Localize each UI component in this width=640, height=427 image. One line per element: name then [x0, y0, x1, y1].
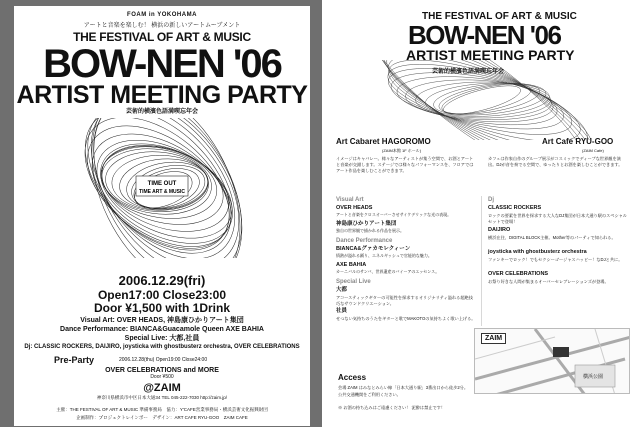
production-line: 企画制作：プロジェクトレインボー デザイン：ART CAFE RYU-GOO ZAIM CAFE: [76, 415, 248, 420]
venue: @ZAIM: [143, 382, 181, 394]
act-axe-bahia-desc: カーニバルのサンバ、世界遺産のバイーアのエッセンス。: [336, 269, 440, 274]
event-date: 2006.12.29(fri): [118, 273, 206, 288]
back-ring-stroke: [405, 76, 553, 123]
special-live-line: Special Live: 大都,社員: [124, 335, 200, 342]
dance-category: Dance Performance: [336, 238, 393, 244]
access-note: ※ お酒の持ち込みはご遠慮ください！ 泥酔は禁止です！: [338, 405, 446, 410]
back-bow-nen-title: BOW-NEN '06: [408, 20, 561, 50]
act-classic-rockers-desc: ロックの要素を世界を探求する大人なDJ集団が日本大通り駅のスペシャルセットで登場！: [488, 213, 627, 224]
cafe-subtitle: (ZAIM Cafe): [582, 148, 604, 153]
cabaret-title: Art Cabaret HAGOROMO: [336, 137, 431, 146]
jp-subtitle: 芸術的横濱色語満喫忘年会: [125, 109, 198, 115]
act-daijiro-desc: 横浜在住、DIGITAL BLOCK主催。Mother等のパーティで知られる。: [488, 235, 616, 240]
artist-meeting-party-title: ARTIST MEETING PARTY: [16, 81, 308, 109]
map-zaim-label: ZAIM: [481, 333, 506, 344]
back-festival-title: THE FESTIVAL OF ART & MUSIC: [422, 11, 577, 22]
access-line-2: 公共交通機関をご利用ください。: [338, 392, 401, 397]
back-ring-stroke: [432, 79, 547, 120]
act-daijiro: DAIJIRO: [488, 227, 511, 233]
act-classic-rockers: CLASSIC ROCKERS: [488, 205, 542, 211]
act-axe-bahia: AXE BAHIA: [336, 262, 367, 268]
act-shain-desc: せつない気持ちのうたをギターと歌でMAKOTOの気持ちよく歌い上げる。: [336, 316, 476, 321]
ring-artwork: [44, 118, 280, 258]
preparty-more: OVER CELEBRATIONS and MORE: [105, 367, 219, 374]
act-over-celebrations: OVER CELEBRATIONS: [488, 271, 549, 277]
act-daito-desc: アコースティックギターの可能性を探求するオリジナリティ溢れる超絶技巧なサウンドクリエーション。: [336, 295, 473, 306]
cabaret-description: イメージはキャバレー。様々なアーティストが集う空間で、お酒とアートと音楽が交錯します。ステージでは様々なパフォーマンスを、フロアではアート作品を楽しむことができます。: [336, 156, 474, 173]
back-amp-title: ARTIST MEETING PARTY: [406, 47, 575, 63]
door-price: Door ¥1,500 with 1Drink: [93, 301, 231, 315]
map-park-label: 横浜公園: [583, 374, 604, 380]
dance-line: Dance Performance: BIANCA&Guacamole Queen AXE BAHIA: [60, 326, 264, 333]
bow-nen-title: BOW-NEN '06: [43, 42, 281, 86]
act-over-heads-desc: アートと音楽をクロスオーバーさせサイケデリックな光の表現。: [336, 212, 452, 217]
special-live-category: Special Live: [336, 279, 371, 285]
access-line-1: 会場 ZAIM はみなとみらい線「日本大通り駅」3番出口から徒歩2分。: [338, 385, 469, 390]
cafe-description: カフェは作家自作のグループ展示がコスミックでディープな世界観を演出。DJが音を奏でる空間で、ゆったりとお酒を楽しむことができます。: [488, 156, 623, 167]
ring-text-2: TIME ART & MUSIC: [139, 189, 185, 195]
access-map: [474, 328, 630, 394]
visual-art-line: Visual Art: OVER HEADS, 神島康ひかりアート集団: [80, 317, 244, 324]
preparty-time: 2006.12.28(thu) Open19:00 Close24:00: [119, 357, 208, 363]
foam-label: FOAM in YOKOHAMA: [127, 12, 197, 18]
preparty-door: Door ¥500: [150, 374, 174, 380]
act-bianca: BIANCA&グァカモレクィーン: [336, 246, 411, 252]
act-shain: 社員: [336, 308, 348, 314]
access-heading: Access: [338, 373, 367, 382]
venue-address: 神奈川県横浜市中区日本大通34 TEL 045-222-7030 http://zaim.jp/: [96, 395, 228, 400]
ring-text-1: TIME OUT: [147, 181, 177, 187]
act-kamishima-desc: 独自の世界観で描かれる作品を展示。: [336, 228, 404, 233]
open-close-times: Open17:00 Close23:00: [97, 288, 227, 302]
festival-title: THE FESTIVAL OF ART & MUSIC: [73, 30, 251, 44]
visual-art-category: Visual Art: [336, 197, 364, 203]
act-joysticka: joysticka with ghostbusterz orchestra: [488, 249, 587, 255]
jp-tagline: アートと音楽を楽しむ！ 横浜の新しいアートムーブメント: [83, 23, 241, 29]
cabaret-subtitle: (ZAIM本館 1F ホール): [382, 148, 422, 153]
zaim-building-marker: [553, 347, 569, 357]
preparty-title: Pre-Party: [54, 355, 95, 365]
organizer-line: 主催：THE FESTIVAL OF ART & MUSIC 準備事務局 協力：Y'CAFE営業事務局・横浜芸術文化振興財団: [56, 407, 268, 412]
act-kamishima: 神島康ひかりアート集団: [336, 221, 397, 227]
act-joysticka-desc: ファンキーでロック！でもセクシーゴージャスハッピー！なDJと共に。: [488, 257, 623, 262]
act-daito: 大都: [336, 287, 348, 293]
flyer-back: [322, 0, 640, 427]
act-over-celebrations-desc: お祭り好きな人間が集まるオーバーセレブレーションズが登場。: [488, 279, 609, 284]
flyer-front: [14, 6, 310, 426]
column-divider: [481, 196, 482, 326]
back-jp-subtitle: 芸術的横濱色語満喫忘年会: [432, 69, 505, 75]
act-over-heads: OVER HEADS: [336, 205, 373, 211]
dj-line: Dj: CLASSIC ROCKERS, DAIJIRO, joysticka with ghostbusterz orchestra, OVER CELEBRATIONS: [24, 344, 300, 350]
dj-category: Dj: [488, 197, 494, 203]
cafe-title: Art Cafe RYU-GOO: [542, 137, 614, 146]
act-bianca-desc: 情熱が溢れる踊り、エネルギッシュで官能的な魅力。: [336, 253, 432, 258]
